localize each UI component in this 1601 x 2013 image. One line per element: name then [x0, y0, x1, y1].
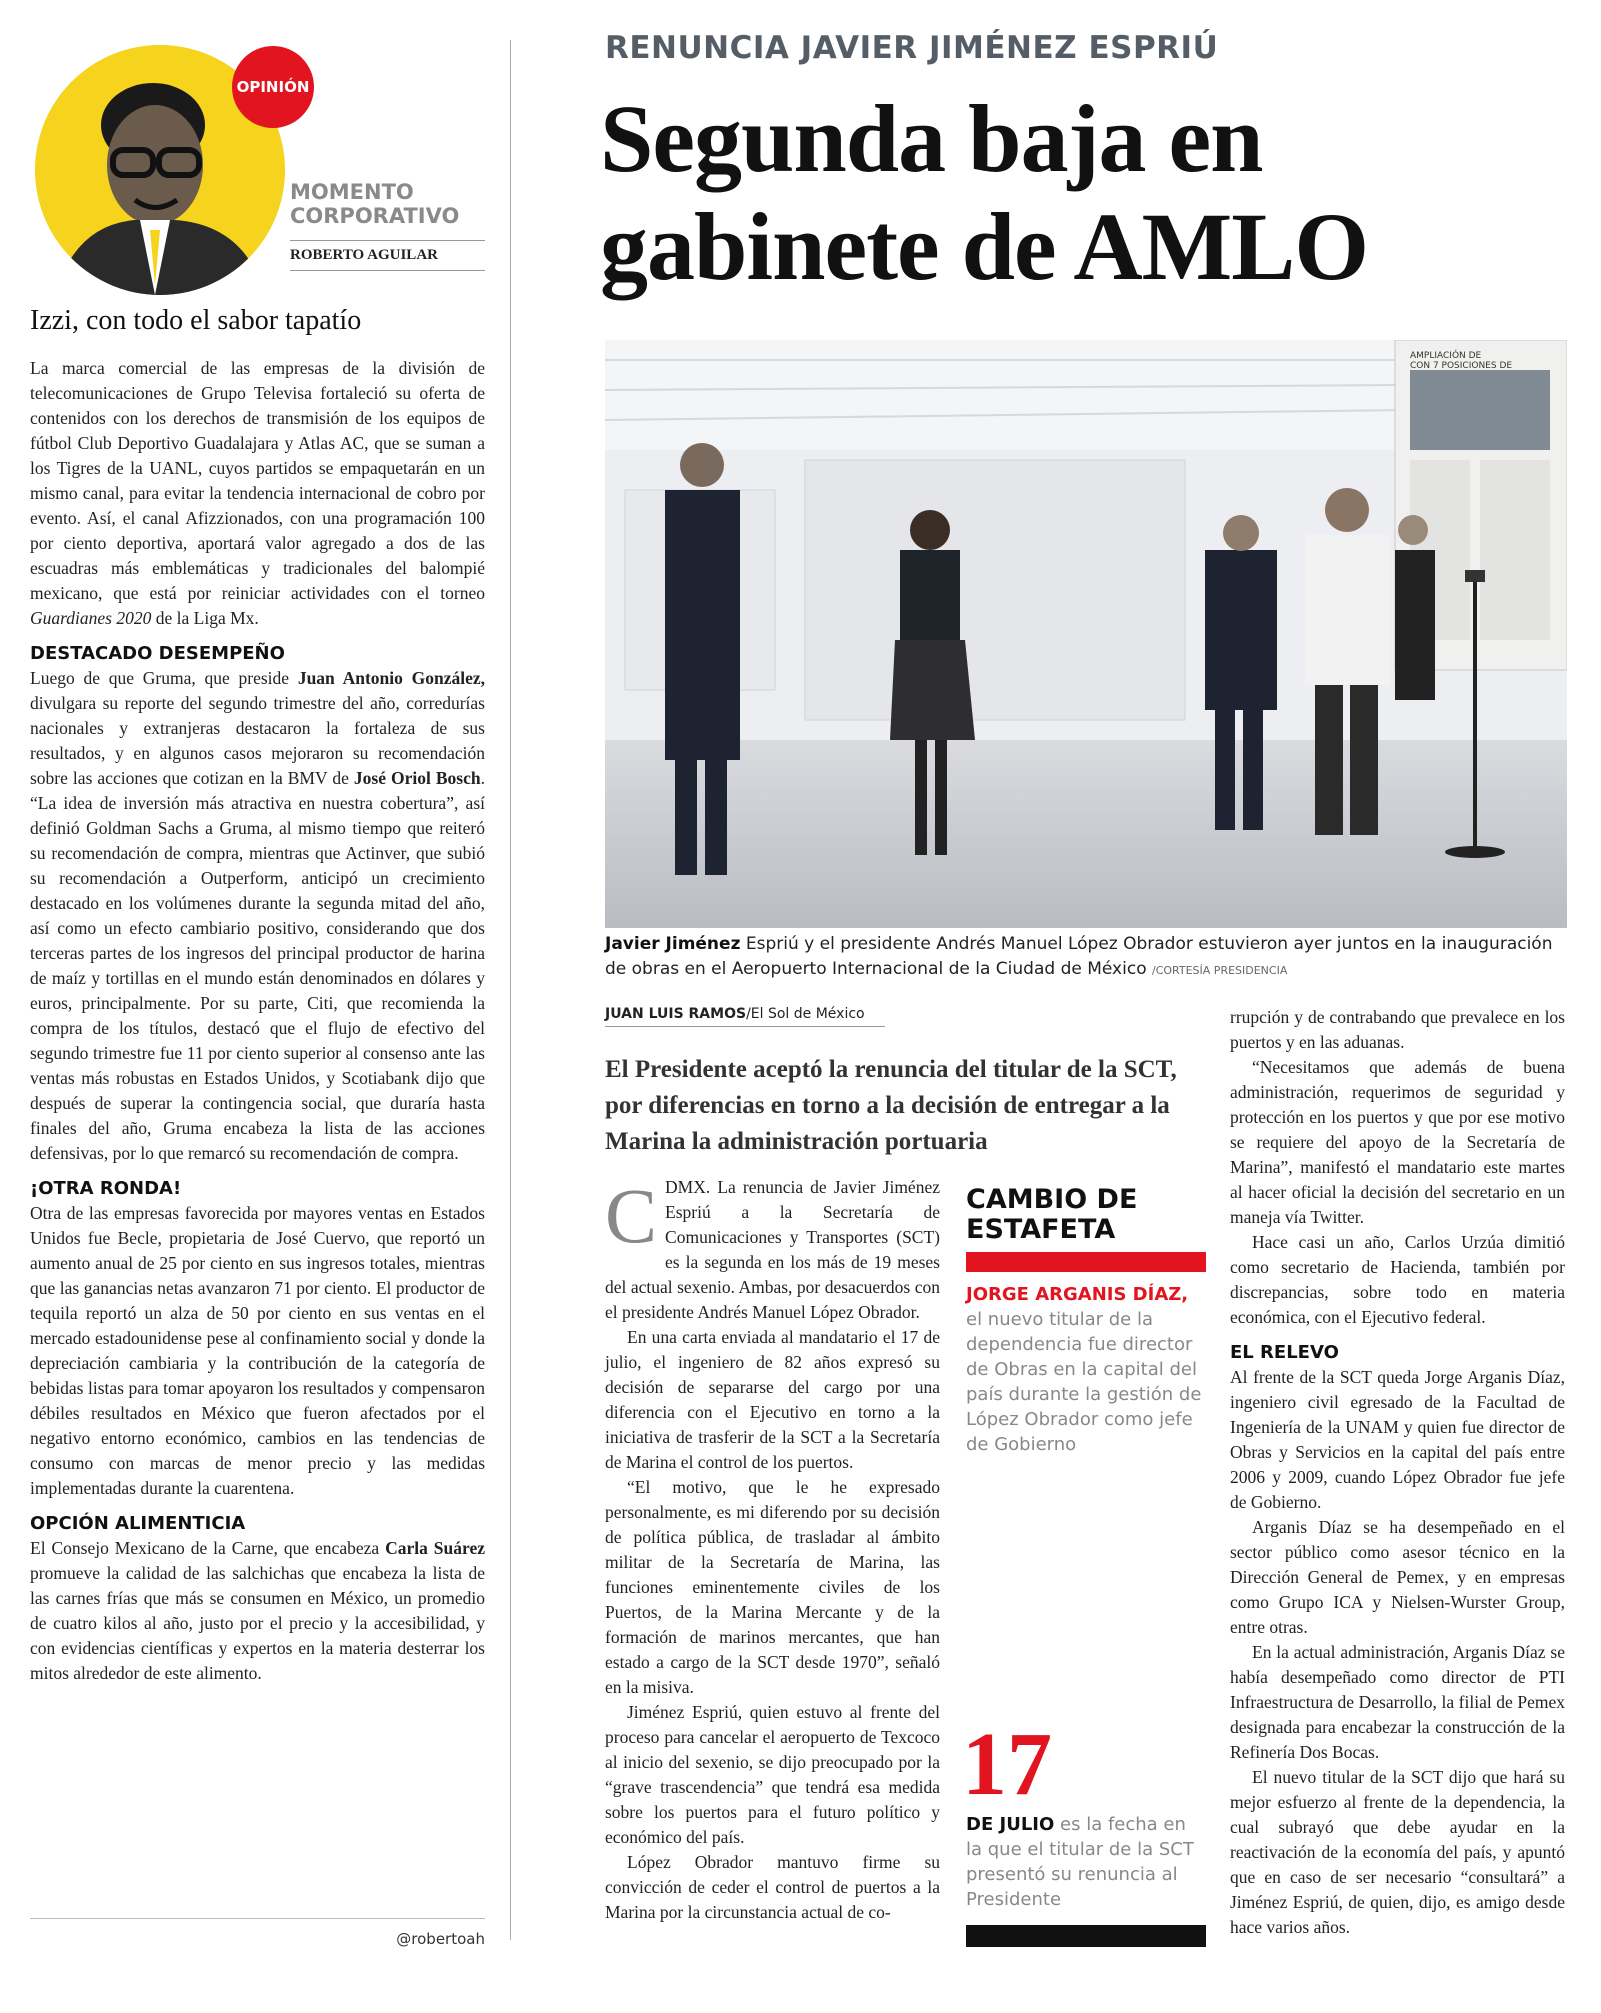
section1-part-a: Luego de que Gruma, que preside [30, 668, 290, 688]
column-author: ROBERTO AGUILAR [290, 240, 485, 271]
sidebar-box-bar [966, 1252, 1206, 1272]
article-photo [605, 340, 1567, 928]
stat-bar [966, 1925, 1206, 1947]
c3-p7: El nuevo titular de la SCT dijo que hará su mejor esfuerzo al frente de la dependencia, la cual subrayó que debe ayudar en la reactivación de la economía del país, y apuntó que en caso de ser necesario “consultará” a Jiménez Espriú, de quien, dijo, es amigo desde hace varios años. [1230, 1767, 1565, 1937]
article-p5: López Obrador mantuvo firme su convicción de ceder el control de puertos a la Marina por la circunstancia actual de co- [605, 1852, 940, 1922]
article-p1-text: DMX. La renuncia de Javier Jiménez Espriú a la Secretaría de Comunicaciones y Transportes (SCT) es la segunda en los más de 19 meses del actual sexenio. Ambas, por desacuerdos con el presidente Andrés Manuel López Obrador. [605, 1177, 940, 1322]
article-p4: Jiménez Espriú, quien estuvo al frente del proceso para cancelar el aeropuerto de Texcoco al inicio del sexenio, se dijo preocupado por la “grave trascendencia” que tendrá esa medida sobre los puertos para el futuro político y económico del país. [605, 1702, 940, 1847]
byline-outlet: /El Sol de México [746, 1006, 865, 1022]
c3-p2: “Necesitamos que además de buena administración, requerimos de seguridad y protección en los puertos y que por ese motivo se requiere del apoyo de la Secretaría de Marina”, manifestó el mandatario este martes al hacer oficial la decisión del secretario en un maneja vía Twitter. [1230, 1057, 1565, 1227]
column-divider [510, 40, 511, 1940]
c3-p6: En la actual administración, Arganis Díaz se había desempeñado como director de PTI Infraestructura de Desarrollo, la filial de Pemex designada para encabezar la construcción de la Refinería Dos Bocas. [1230, 1642, 1565, 1762]
stat-bold: DE JULIO [966, 1814, 1055, 1835]
section-title-destacado: DESTACADO DESEMPEÑO [30, 643, 285, 664]
c3-p5: Arganis Díaz se ha desempeñado en el sector público como asesor técnico en la Dirección General de Pemex, y en empresas como Grupo ICA y Nielsen-Wurster Group, entre otras. [1230, 1517, 1565, 1637]
section-text-otra-ronda: Otra de las empresas favorecida por mayores ventas en Estados Unidos fue Becle, propietaria de José Cuervo, que reportó un aumento anual de 25 por ciento en sus ingresos totales, mientras que las ganancias netas avanzaron 71 por ciento. El productor de tequila reportó un alza de 50 por ciento en sus ventas en el mercado estadounidense pese al confinamiento social y donde la depreciación cambiaria y la contribución de la categoría de bebidas listas para tomar apoyaron los resultados y compensaron débiles resultados en México que fueron afectados por el negativo entorno económico, cambios en las tendencias de consumo con marcas de menor precio y las medidas implementadas durante la cuarentena. [30, 1203, 485, 1498]
sidebar-box-name: JORGE ARGANIS DÍAZ, [966, 1284, 1189, 1305]
opinion-intro-text: La marca comercial de las empresas de la división de telecomunicaciones de Grupo Televisa fortaleció su oferta de contenidos con los derechos de transmisión de los equipos de fútbol Club Deportivo Guadalajara y Atlas AC, que se suman a los Tigres de la UANL, cuyos partidos se empaquetarán en un mismo canal, para evitar la tendencia internacional de cobro por evento. Así, el canal Afizzionados, con una programación 100 por ciento deportiva, aportará valor agregado a dos de las escuadras más emblemáticas y tradicionales del balompié mexicano, que está por reiniciar actividades con el torneo [30, 358, 485, 603]
section3-part-a: El Consejo Mexicano de la Carne, que encabeza [30, 1538, 380, 1558]
c3-p1: rrupción y de contrabando que prevalece en los puertos y en las aduanas. [1230, 1007, 1565, 1052]
column-name-line-1: MOMENTO [290, 180, 414, 204]
stat-number: 17 [962, 1715, 1052, 1814]
section1-name-2: José Oriol Bosch [353, 768, 481, 788]
c3-p4: Al frente de la SCT queda Jorge Arganis Díaz, ingeniero civil egresado de la Facultad de Ingeniería de la UNAM y quien fue director de Obras y Servicios en la capital del país entre 2006 y 2009, cuando López Obrador fue jefe de Gobierno. [1230, 1367, 1565, 1512]
article-column-3 [1230, 1005, 1565, 1940]
article-column-1 [605, 1172, 940, 1925]
opinion-body [30, 356, 485, 1686]
opinion-intro-end: de la Liga Mx. [155, 608, 259, 628]
opinion-headline: Izzi, con todo el sabor tapatío [30, 305, 362, 336]
sidebar-box-title: CAMBIO DE ESTAFETA [966, 1184, 1138, 1245]
section-title-opcion: OPCIÓN ALIMENTICIA [30, 1513, 246, 1534]
airport-photo [605, 340, 1567, 928]
caption-bold: Javier Jiménez [605, 934, 741, 954]
section3-name: Carla Suárez [385, 1538, 486, 1558]
author-handle: @robertoah [396, 1930, 485, 1948]
caption-text: Espriú y el presidente Andrés Manuel López Obrador estuvieron ayer juntos en la inauguración de obras en el Aeropuerto Internacional de la Ciudad de México [605, 934, 1553, 979]
article-headline [600, 85, 1580, 301]
section1-name-1: Juan Antonio González, [297, 668, 486, 688]
opinion-intro-italic: Guardianes 2020 [30, 608, 152, 628]
column-name-line-2: CORPORATIVO [290, 204, 460, 228]
opinion-badge: OPINIÓN [232, 46, 314, 128]
column-footer-rule [30, 1918, 485, 1919]
drop-cap: C [605, 1172, 658, 1259]
section1-part-b: divulgara su reporte del segundo trimestre del año, corredurías nacionales y extranjeras destacaron la fortaleza de sus resultados, y en algunos casos mejoraron su recomendación sobre las acciones que cotizan en la BMV de [30, 693, 485, 788]
article-p1 [605, 1172, 940, 1325]
section1-part-c: . “La idea de inversión más atractiva en nuestra cobertura”, así definió Goldman Sachs a Gruma, al mismo tiempo que reiteró su recomendación de compra, mientras que Actinver, que subió su recomendación a Outperform, anticipó un crecimiento destacado en los volúmenes durante la segunda mitad del año, así como un efecto cambiario positivo, considerando que dos terceras partes de los ingresos del principal productor de harina de maíz y tortillas en el mundo están denominados en dólares y euros, principalmente. Por su parte, Citi, que recomienda la compra de los títulos, destacó que el flujo de efectivo del segundo trimestre fue 11 por ciento superior al consenso ante las ventas más robustas en Estados Unidos, y Scotiabank dijo que después de superar la contingencia social, que duraría hasta finales del año, Gruma encabeza la lista de las acciones defensivas, por lo que remarcó su recomendación de compra. [30, 768, 485, 1163]
sidebar-box-body: el nuevo titular de la dependencia fue director de Obras en la capital del país durante la gestión de López Obrador como jefe de Gobierno [966, 1309, 1202, 1455]
photo-sign-line-1: AMPLIACIÓN DE [1410, 351, 1482, 361]
stat-body: es la fecha en la que el titular de la SCT presentó su renuncia al Presidente [966, 1814, 1194, 1910]
headline-line-2: gabinete de AMLO [600, 193, 1368, 300]
photo-sign-line-2: CON 7 POSICIONES DE [1410, 361, 1513, 371]
c3-p3: Hace casi un año, Carlos Urzúa dimitió como secretario de Hacienda, también por discrepancias, sobre todo en materia económica, con el Ejecutivo federal. [1230, 1232, 1565, 1327]
opinion-intro [30, 356, 485, 631]
section-title-otra-ronda: ¡OTRA RONDA! [30, 1178, 182, 1199]
stat-text [966, 1812, 1206, 1912]
section3-part-b: promueve la calidad de las salchichas que encabeza la lista de las carnes frías que más se consumen en México, un promedio de cuatro kilos al año, justo por el precio y la accesibilidad, y con evidencias científicas y expertos en la materia desterrar los mitos alrededor de este alimento. [30, 1563, 485, 1683]
byline-name: JUAN LUIS RAMOS [605, 1006, 747, 1022]
byline [605, 1006, 885, 1027]
headline-line-1: Segunda baja en [600, 85, 1263, 192]
column-name [290, 180, 459, 228]
article-p3: “El motivo, que le he expresado personalmente, es mi diferendo por su decisión de política pública, de trasladar al ámbito militar de la Secretaría de Marina, las funciones eminentemente civiles de los Puertos, de la Marina Mercante y de la formación de marinos mercantes, que han estado a cargo de la SCT desde 1970”, señaló en la misiva. [605, 1477, 940, 1697]
section-text-opcion [30, 1536, 485, 1686]
article-kicker: RENUNCIA JAVIER JIMÉNEZ ESPRIÚ [605, 30, 1219, 66]
photo-caption [605, 932, 1567, 983]
sidebar-box-text [966, 1282, 1206, 1457]
caption-credit: /CORTESÍA PRESIDENCIA [1152, 964, 1288, 977]
c3-subhead: EL RELEVO [1230, 1342, 1339, 1363]
article-p2: En una carta enviada al mandatario el 17 de julio, el ingeniero de 82 años expresó su decisión de separarse del cargo por una diferencia con el Ejecutivo en torno a la iniciativa de trasferir de la SCT a la Secretaría de Marina el control de los puertos. [605, 1327, 940, 1472]
article-deck: El Presidente aceptó la renuncia del titular de la SCT, por diferencias en torno a la decisión de entregar a la Marina la administración portuaria [605, 1056, 1177, 1155]
section-text-destacado [30, 666, 485, 1166]
